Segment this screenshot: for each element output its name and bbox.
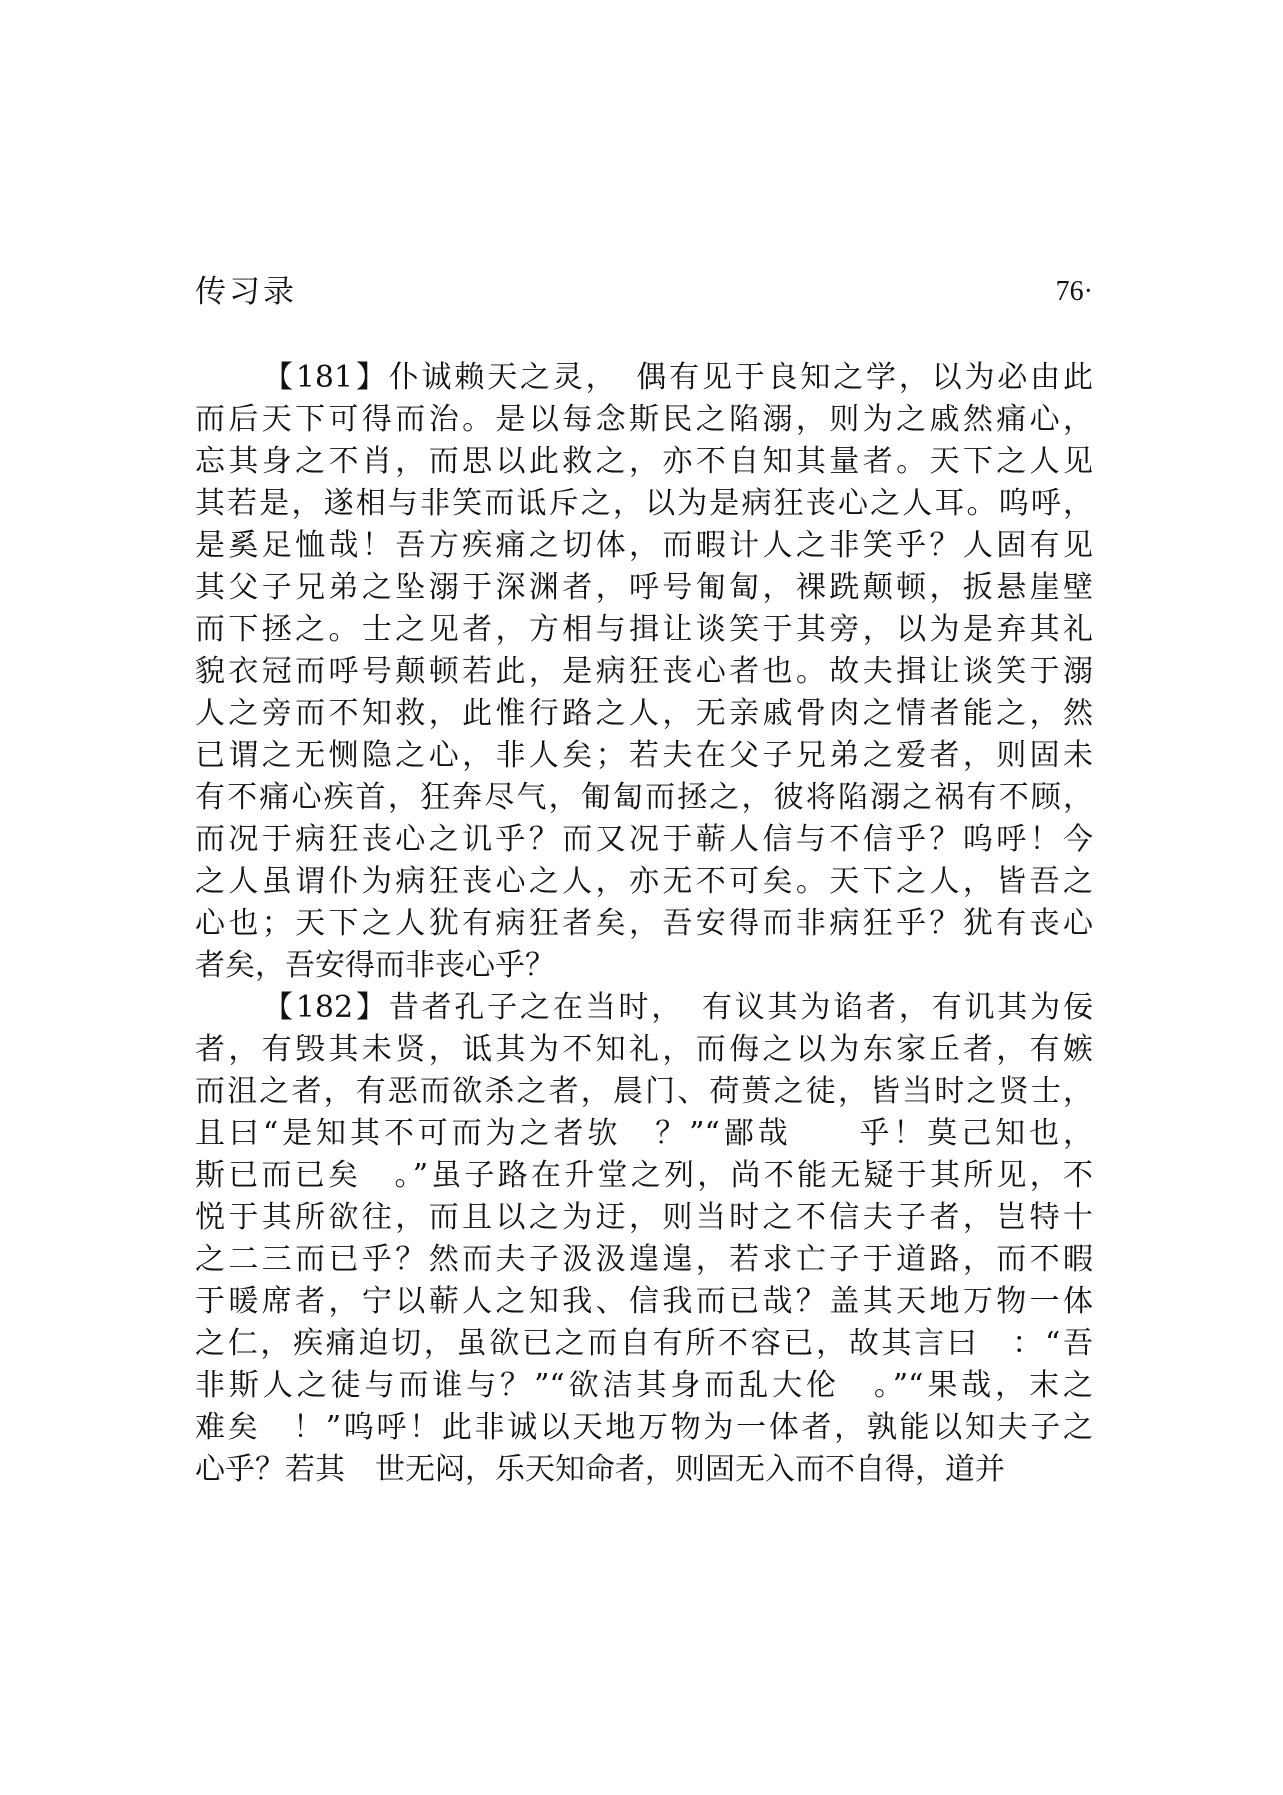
text-line: 非斯人之徒与而谁与？”“欲洁其身而乱大伦 。”“果哉，末之 (195, 1368, 1093, 1403)
text-line: 心乎？若其 世无闷，乐天知命者，则固无入而不自得，道并 (195, 1452, 1005, 1487)
text-line: 且曰“是知其不可而为之者欤 ？”“鄙哉 乎！莫己知也， (195, 1116, 1093, 1151)
text-line: 其若是，遂相与非笑而诋斥之，以为是病狂丧心之人耳。呜呼， (195, 486, 1093, 521)
text-line: 【182】昔者孔子之在当时， 有议其为谄者，有讥其为佞 (263, 990, 1093, 1025)
paragraph-2 (195, 987, 1093, 1491)
text-line: 是奚足恤哉！吾方疾痛之切体，而暇计人之非笑乎？人固有见 (195, 528, 1093, 563)
text-line: 者矣，吾安得而非丧心乎？ (195, 948, 555, 983)
text-line: 有不痛心疾首，狂奔尽气，匍匐而拯之，彼将陷溺之祸有不顾， (195, 780, 1093, 815)
text-line: 忘其身之不肖，而思以此救之，亦不自知其量者。天下之人见 (195, 444, 1093, 479)
paragraph-1 (195, 357, 1093, 987)
text-line: 悦于其所欲往，而且以之为迂，则当时之不信夫子者，岂特十 (195, 1200, 1093, 1235)
text-line: 【181】仆诚赖天之灵， 偶有见于良知之学，以为必由此 (263, 360, 1093, 395)
text-line: 已谓之无恻隐之心，非人矣；若夫在父子兄弟之爱者，则固未 (195, 738, 1093, 773)
text-line: 其父子兄弟之坠溺于深渊者，呼号匍匐，裸跣颠顿，扳悬崖壁 (195, 570, 1093, 605)
text-line: 之仁，疾痛迫切，虽欲已之而自有所不容已，故其言曰 ：“吾 (195, 1326, 1093, 1361)
body-text (195, 357, 1093, 1491)
text-line: 于暖席者，宁以蕲人之知我、信我而已哉？盖其天地万物一体 (195, 1284, 1093, 1319)
text-line: 貌衣冠而呼号颠顿若此，是病狂丧心者也。故夫揖让谈笑于溺 (195, 654, 1093, 689)
text-line: 人之旁而不知救，此惟行路之人，无亲戚骨肉之情者能之，然 (195, 696, 1093, 731)
text-line: 而沮之者，有恶而欲杀之者，晨门、荷蒉之徒，皆当时之贤士， (195, 1074, 1093, 1109)
text-line: 者，有毁其未贤，诋其为不知礼，而侮之以为东家丘者，有嫉 (195, 1032, 1093, 1067)
page-number: 76· (1055, 276, 1093, 307)
running-header (195, 270, 1093, 314)
text-line: 之二三而已乎？然而夫子汲汲遑遑，若求亡子于道路，而不暇 (195, 1242, 1093, 1277)
book-title: 传习录 (195, 274, 297, 310)
text-line: 难矣 ！”呜呼！此非诚以天地万物为一体者，孰能以知夫子之 (195, 1410, 1093, 1445)
text-line: 而后天下可得而治。是以每念斯民之陷溺，则为之戚然痛心， (195, 402, 1093, 437)
text-line: 斯已而已矣 。”虽子路在升堂之列，尚不能无疑于其所见，不 (195, 1158, 1093, 1193)
text-line: 心也；天下之人犹有病狂者矣，吾安得而非病狂乎？犹有丧心 (195, 906, 1093, 941)
text-line: 之人虽谓仆为病狂丧心之人，亦无不可矣。天下之人，皆吾之 (195, 864, 1093, 899)
text-line: 而下拯之。士之见者，方相与揖让谈笑于其旁，以为是弃其礼 (195, 612, 1093, 647)
text-line: 而况于病狂丧心之讥乎？而又况于蕲人信与不信乎？呜呼！今 (195, 822, 1093, 857)
